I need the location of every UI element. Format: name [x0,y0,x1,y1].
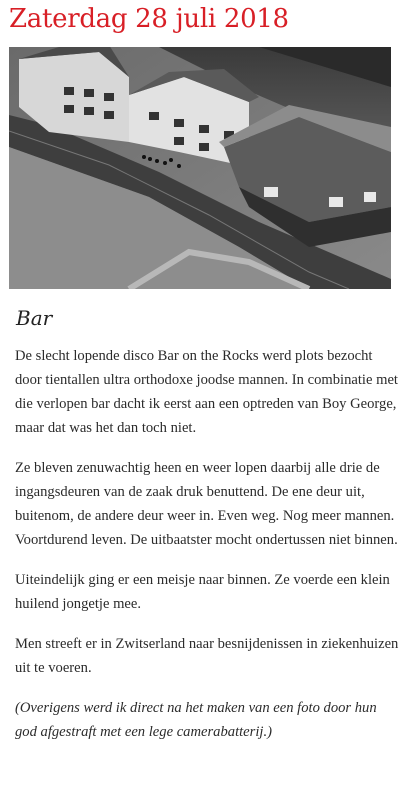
paragraph: De slecht lopende disco Bar on the Rocks werd plots bezocht door tientallen ultra orthodoxe joodse mannen. In combinatie met die verlopen bar dacht ik eerst aan een optreden van Boy George, maar dat was het dan toch niet. [15,348,398,436]
paragraph: Men streeft er in Zwitserland naar besnijdenissen in ziekenhuizen uit te voeren. [15,636,399,676]
blog-post [0,2,399,744]
post-photo [9,47,391,289]
paragraph: Ze bleven zenuwachtig heen en weer lopen daarbij alle drie de ingangsdeuren van de zaak druk benuttend. De ene deur uit, buitenom, de andere deur weer in. Even weg. Nog meer mannen. Voortdurend leven. De uitbaatster mocht ondertussen niet binnen. [15,460,398,548]
post-body [15,344,399,744]
post-date: Zaterdag 28 juli 2018 [9,4,289,34]
paragraph: Uiteindelijk ging er een meisje naar binnen. Ze voerde een klein huilend jongetje mee. [15,572,390,612]
footnote: (Overigens werd ik direct na het maken van een foto door hun god afgestraft met een lege camerabatterij.) [15,700,377,740]
post-title: Bar [16,306,53,330]
